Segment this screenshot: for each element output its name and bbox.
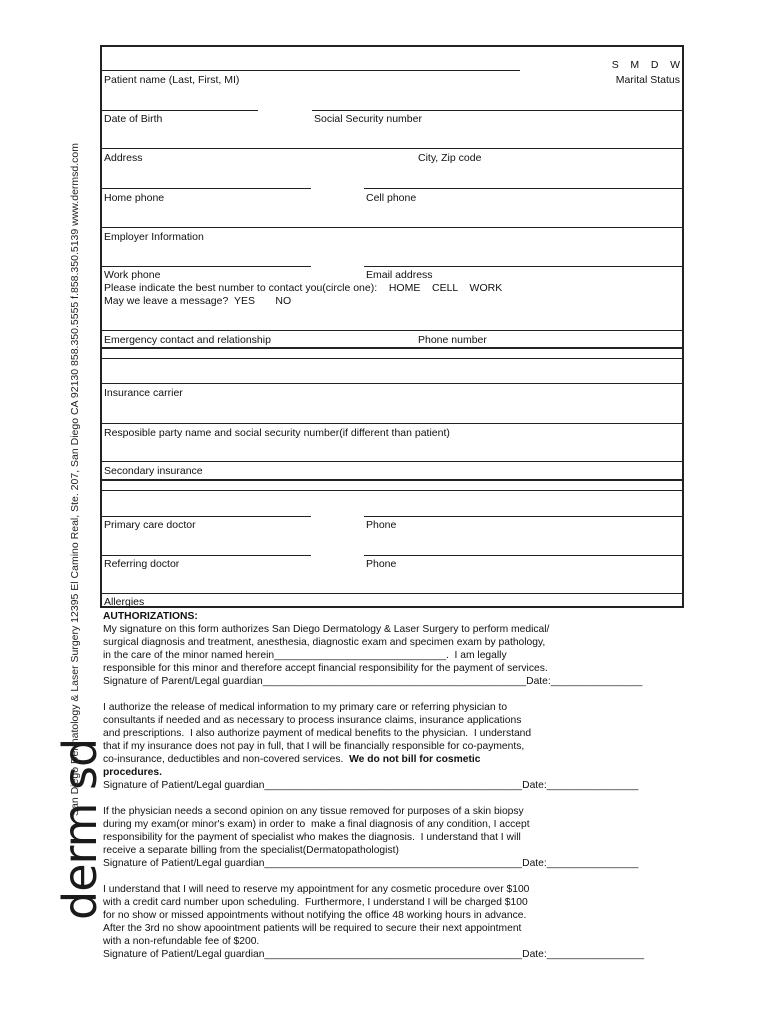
- auth-text-line: I authorize the release of medical information to my primary care or referring physician to: [103, 702, 508, 713]
- emergency-line[interactable]: [102, 330, 682, 331]
- section-divider: [102, 479, 682, 481]
- cell-phone-line[interactable]: [364, 188, 682, 189]
- auth-text-line: that if my insurance does not pay in full, that I will be financially responsible for co-payments,: [103, 741, 525, 752]
- dob-label: Date of Birth: [104, 113, 163, 125]
- referring-doctor-label: Referring doctor: [104, 558, 180, 570]
- employer-line[interactable]: [102, 227, 682, 228]
- address-label: Address: [104, 152, 143, 164]
- leave-message-prompt[interactable]: May we leave a message? YES NO: [104, 295, 292, 307]
- primary-doctor-line[interactable]: [102, 516, 311, 517]
- auth-text-line: surgical diagnosis and treatment, anesthesia, diagnostic exam and specimen exam by pathology,: [103, 637, 546, 648]
- auth-text-line: I understand that I will need to reserve my appointment for any cosmetic procedure over $100: [103, 884, 530, 895]
- primary-doctor-label: Primary care doctor: [104, 519, 196, 531]
- secondary-insurance-label: Secondary insurance: [104, 465, 203, 477]
- auth-text-line: After the 3rd no show apoointment patients will be required to secure their next appointment: [103, 923, 522, 934]
- referring-phone-line[interactable]: [364, 555, 682, 556]
- email-line[interactable]: [364, 266, 682, 267]
- responsible-party-line[interactable]: [102, 423, 682, 424]
- employer-label: Employer Information: [104, 231, 204, 243]
- cell-phone-label: Cell phone: [366, 192, 417, 204]
- authorizations-heading: AUTHORIZATIONS:: [103, 611, 198, 622]
- marital-options[interactable]: S M D W: [611, 59, 680, 71]
- home-phone-line[interactable]: [102, 188, 311, 189]
- cosmetic-billing-note-end: procedures.: [103, 767, 162, 778]
- patient-form: [100, 45, 684, 608]
- emergency-contact-label: Emergency contact and relationship: [104, 334, 271, 346]
- emergency-phone-label: Phone number: [418, 334, 487, 346]
- ssn-line[interactable]: [312, 110, 682, 111]
- referring-phone-label: Phone: [366, 558, 397, 570]
- auth-text-line: during my exam(or minor's exam) in order to make a final diagnosis of any condition, I accept: [103, 819, 530, 830]
- insurance-carrier-line[interactable]: [102, 383, 682, 384]
- auth-text-line: My signature on this form authorizes San Diego Dermatology & Laser Surgery to perform medical/: [103, 624, 550, 635]
- guardian-signature-line[interactable]: Signature of Parent/Legal guardian______________________________________________Date:________________: [103, 676, 643, 687]
- patient-signature-line[interactable]: Signature of Patient/Legal guardian_____________________________________________Date:________________: [103, 780, 639, 791]
- cosmetic-billing-note: We do not bill for cosmetic: [343, 754, 481, 765]
- dob-line[interactable]: [102, 110, 258, 111]
- ssn-label: Social Security number: [314, 113, 422, 125]
- auth-text-line: with a non-refundable fee of $200.: [103, 936, 260, 947]
- auth-text-line: responsible for this minor and therefore accept financial responsibility for the payment of services.: [103, 663, 548, 674]
- section-divider: [102, 347, 682, 349]
- home-phone-label: Home phone: [104, 192, 165, 204]
- authorizations-section: [103, 610, 703, 961]
- responsible-party-label: Resposible party name and social security number(if different than patient): [104, 427, 450, 439]
- auth-text-segment: co-insurance, deductibles and non-covered services.: [103, 754, 344, 765]
- secondary-insurance-line[interactable]: [102, 461, 682, 462]
- insurance-carrier-label: Insurance carrier: [104, 387, 183, 399]
- work-phone-label: Work phone: [104, 269, 161, 281]
- city-zip-label: City, Zip code: [418, 152, 482, 164]
- auth-text-line: and prescriptions. I also authorize payment of medical benefits to the physician. I understand: [103, 728, 532, 739]
- auth-text-line: for no show or missed appointments without notifying the office 48 working hours in advance.: [103, 910, 527, 921]
- allergies-label: Allergies: [104, 596, 145, 608]
- patient-signature-line[interactable]: Signature of Patient/Legal guardian_____________________________________________Date:________________: [103, 858, 639, 869]
- best-number-prompt[interactable]: Please indicate the best number to contact you(circle one): HOME CELL WORK: [104, 282, 503, 294]
- allergies-line[interactable]: [102, 593, 682, 594]
- logo: derm sd: [53, 738, 107, 920]
- sidebar: [0, 0, 107, 1024]
- marital-status-label: Marital Status: [615, 74, 680, 86]
- auth-text-line: responsibility for the payment of specialist who makes the diagnosis. I understand that I will: [103, 832, 521, 843]
- patient-name-label: Patient name (Last, First, MI): [104, 74, 240, 86]
- practice-address: San Diego Dermatology & Laser Surgery 12395 El Camino Real, Ste. 207, San Diego CA 92130 858.350.5555 f.858.350.5139 www.dermsd.com: [69, 143, 81, 816]
- patient-name-line[interactable]: [102, 70, 520, 71]
- auth-text-line: consultants if needed and as necessary to process insurance claims, insurance applications: [103, 715, 522, 726]
- auth-text-line: in the care of the minor named herein______________________________. I am legally: [103, 650, 507, 661]
- band-line: [102, 490, 682, 491]
- auth-text-line: receive a separate billing from the specialist(Dermatopathologist): [103, 845, 399, 856]
- auth-text-line: [103, 753, 703, 766]
- band-line: [102, 358, 682, 359]
- auth-text-line: If the physician needs a second opinion on any tissue removed for purposes of a skin biopsy: [103, 806, 524, 817]
- address-line[interactable]: [102, 148, 682, 149]
- primary-phone-label: Phone: [366, 519, 397, 531]
- work-phone-line[interactable]: [102, 266, 311, 267]
- email-label: Email address: [366, 269, 433, 281]
- auth-text-line: with a credit card number upon scheduling. Furthermore, I understand I will be charged $100: [103, 897, 528, 908]
- patient-signature-line[interactable]: Signature of Patient/Legal guardian_____________________________________________Date:_________________: [103, 949, 645, 960]
- primary-phone-line[interactable]: [364, 516, 682, 517]
- referring-doctor-line[interactable]: [102, 555, 311, 556]
